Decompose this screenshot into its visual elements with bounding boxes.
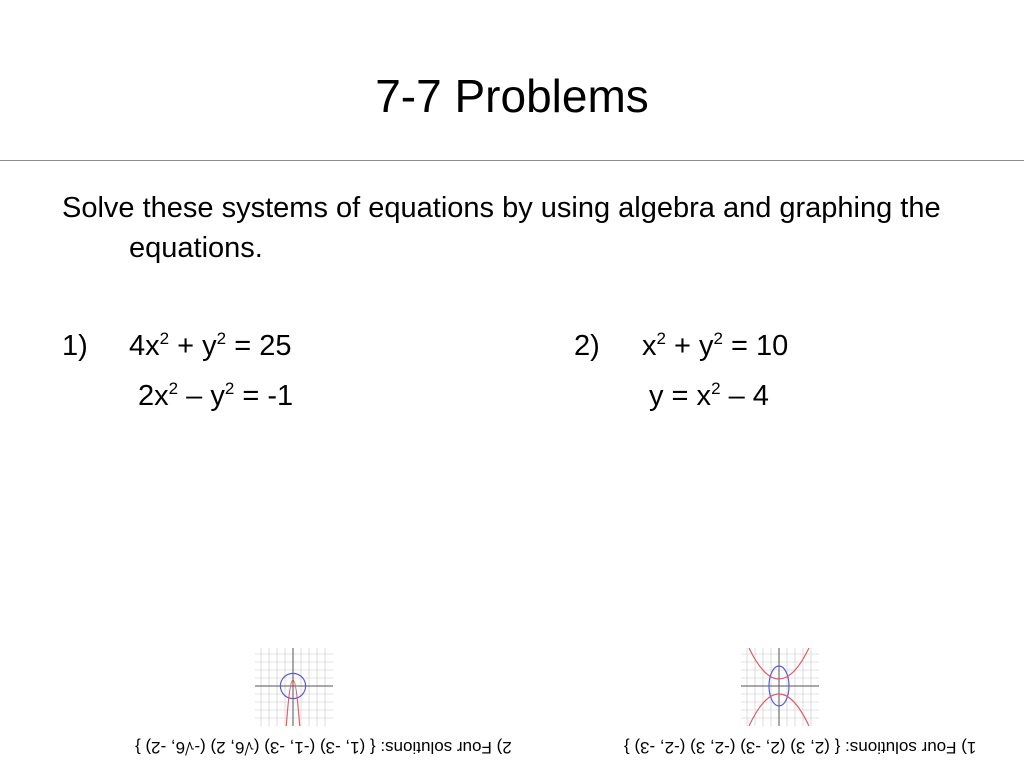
problem-1-equation-1: 1) $4x^2 + y^2 = 25$ bbox=[62, 329, 292, 362]
slide-title: 7-7 Problems bbox=[375, 70, 649, 122]
graph-grid bbox=[255, 648, 333, 726]
graph-axes bbox=[255, 648, 333, 726]
problem-2-number: 2) bbox=[574, 330, 600, 362]
instructions-text: Solve these systems of equations by using algebra and graphing the equations. bbox=[62, 192, 941, 264]
graph-axes bbox=[741, 648, 819, 726]
title-divider bbox=[0, 160, 1024, 161]
graph-circle-parabola bbox=[255, 648, 333, 726]
answer-problem-2: 2) Four solutions: { (1, -3) (-1, -3) (√6, 2) (-√6, -2) } bbox=[135, 738, 512, 757]
answer-problem-1: 1) Four solutions: { (2, 3) (2, -3) (-2, 3) (-2, -3) } bbox=[623, 738, 976, 757]
graph-ellipse-hyperbola bbox=[741, 648, 819, 726]
problem-2-equation-2: $y = x^2 - 4$ bbox=[649, 379, 769, 412]
graph-grid bbox=[741, 648, 819, 726]
problem-2-equation-1: 2) $x^2 + y^2 = 10$ bbox=[574, 329, 789, 362]
problem-1-number: 1) bbox=[62, 330, 88, 362]
problem-1-equation-2: $2x^2 - y^2 = -1$ bbox=[138, 379, 294, 412]
